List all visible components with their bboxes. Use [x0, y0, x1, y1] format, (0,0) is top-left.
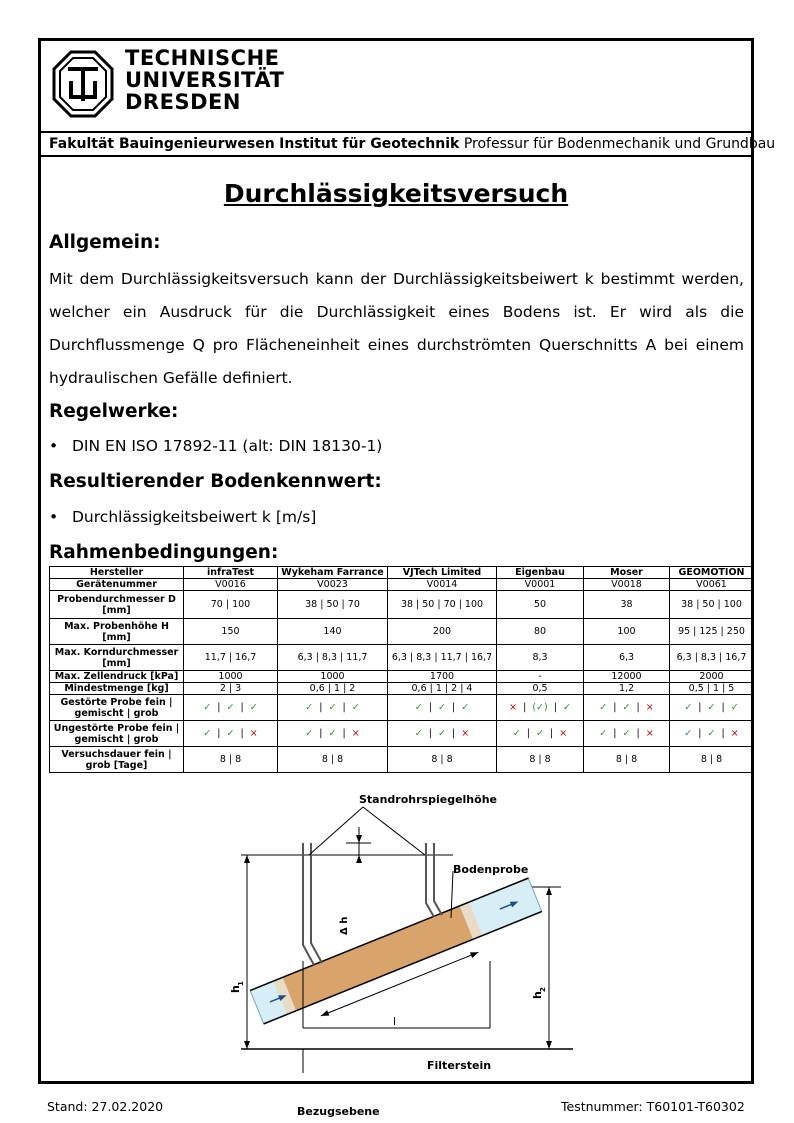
check-icon: ✓ [512, 728, 521, 739]
table-cell: 50 [497, 591, 584, 619]
suitability-cell: ✓ | ✓ | ✓ [184, 695, 278, 721]
cross-icon: × [509, 702, 518, 713]
table-cell: 70 | 100 [184, 591, 278, 619]
university-name [125, 47, 284, 113]
standpipe-label: Standrohrspiegelhöhe [359, 793, 497, 806]
equipment-table [49, 566, 754, 773]
standpipe-right [426, 843, 442, 917]
suitability-cell: ✓ | ✓ | ✓ [388, 695, 497, 721]
check-icon: ✓ [414, 702, 423, 713]
sample-tube [250, 878, 548, 1040]
university-header [41, 41, 751, 133]
row-header: Hersteller [50, 567, 184, 579]
suitability-cell: ✓ | ✓ | ✓ [670, 695, 754, 721]
general-heading: Allgemein: [49, 232, 161, 253]
check-icon: ✓ [203, 702, 212, 713]
manufacturer-cell: Wykeham Farrance [278, 567, 388, 579]
table-cell: 0,5 | 1 | 5 [670, 683, 754, 695]
table-cell: 8 | 8 [497, 747, 584, 773]
partial-check-icon: (✓) [532, 702, 548, 713]
table-cell: 8 | 8 [278, 747, 388, 773]
check-icon: ✓ [305, 728, 314, 739]
check-icon: ✓ [305, 702, 314, 713]
cross-icon: × [249, 728, 258, 739]
check-icon: ✓ [226, 702, 235, 713]
table-cell: 8 | 8 [670, 747, 754, 773]
check-icon: ✓ [438, 702, 446, 713]
row-header: Max. Probenhöhe H [mm] [50, 619, 184, 645]
table-cell: V0023 [278, 579, 388, 591]
table-cell: 1700 [388, 671, 497, 683]
table-cell: 150 [184, 619, 278, 645]
check-icon: ✓ [226, 728, 235, 739]
check-icon: ✓ [461, 702, 470, 713]
table-cell: 38 | 50 | 70 | 100 [388, 591, 497, 619]
check-icon: ✓ [414, 728, 423, 739]
page-title: Durchlässigkeitsversuch [223, 179, 569, 208]
cross-icon: × [645, 728, 654, 739]
check-icon: ✓ [438, 728, 446, 739]
result-heading: Resultierender Bodenkennwert: [49, 471, 382, 492]
table-cell: V0001 [497, 579, 584, 591]
table-cell: 38 [584, 591, 670, 619]
chair-name: Professur für Bodenmechanik und Grundbau [463, 136, 776, 152]
dh-label: Δ h [339, 916, 350, 935]
table-cell: 0,6 | 1 | 2 [278, 683, 388, 695]
institute-name: Institut für Geotechnik [279, 136, 460, 152]
suitability-cell: ✓ | ✓ | × [388, 721, 497, 747]
table-cell: 0,5 [497, 683, 584, 695]
table-row [50, 579, 754, 591]
table-row [50, 695, 754, 721]
table-row [50, 671, 754, 683]
faculty-name: Fakultät Bauingenieurwesen [49, 136, 275, 152]
table-cell: 2000 [670, 671, 754, 683]
table-cell: 1000 [278, 671, 388, 683]
manufacturer-cell: Moser [584, 567, 670, 579]
standards-item-text: DIN EN ISO 17892-11 (alt: DIN 18130-1) [72, 437, 383, 455]
table-cell: V0016 [184, 579, 278, 591]
table-cell: V0014 [388, 579, 497, 591]
table-cell: 2 | 3 [184, 683, 278, 695]
check-icon: ✓ [599, 728, 608, 739]
h1-label: h [229, 985, 242, 993]
check-icon: ✓ [249, 702, 258, 713]
manufacturer-cell: infraTest [184, 567, 278, 579]
check-icon: ✓ [562, 702, 571, 713]
h1-label-sub: 1 [237, 981, 245, 986]
result-item-text: Durchlässigkeitsbeiwert k [m/s] [72, 508, 317, 526]
h2-label-sub: 2 [539, 987, 547, 992]
tud-logo-icon [51, 49, 115, 119]
table-cell: 1,2 [584, 683, 670, 695]
check-icon: ✓ [351, 702, 360, 713]
suitability-cell: ✓ | ✓ | ✓ [278, 695, 388, 721]
sample-label: Bodenprobe [453, 863, 529, 876]
table-cell: 140 [278, 619, 388, 645]
table-cell: 6,3 | 8,3 | 11,7 [278, 645, 388, 671]
cross-icon: × [461, 728, 470, 739]
standards-item [49, 437, 382, 455]
table-row [50, 567, 754, 579]
check-icon: ✓ [730, 702, 739, 713]
check-icon: ✓ [707, 728, 716, 739]
row-header: Ungestörte Probe fein | gemischt | grob [50, 721, 184, 747]
table-cell: 1000 [184, 671, 278, 683]
standpipe-left [303, 843, 322, 965]
bullet-icon: • [49, 437, 59, 455]
suitability-cell: × | (✓) | ✓ [497, 695, 584, 721]
table-cell: 12000 [584, 671, 670, 683]
table-cell: 8 | 8 [388, 747, 497, 773]
length-label: l [393, 1015, 397, 1028]
table-cell: 0,6 | 1 | 2 | 4 [388, 683, 497, 695]
cross-icon: × [730, 728, 739, 739]
row-header: Probendurchmesser D [mm] [50, 591, 184, 619]
check-icon: ✓ [328, 728, 337, 739]
check-icon: ✓ [622, 728, 631, 739]
table-row [50, 683, 754, 695]
suitability-cell: ✓ | ✓ | × [184, 721, 278, 747]
table-cell: 200 [388, 619, 497, 645]
table-row [50, 591, 754, 619]
table-cell: 8 | 8 [184, 747, 278, 773]
row-header: Gerätenummer [50, 579, 184, 591]
table-cell: 6,3 | 8,3 | 11,7 | 16,7 [388, 645, 497, 671]
table-cell: 38 | 50 | 70 [278, 591, 388, 619]
check-icon: ✓ [536, 728, 544, 739]
footer-date: Stand: 27.02.2020 [47, 1099, 164, 1114]
table-cell: V0061 [670, 579, 754, 591]
row-header: Max. Zellendruck [kPa] [50, 671, 184, 683]
table-cell: 95 | 125 | 250 [670, 619, 754, 645]
row-header: Gestörte Probe fein | gemischt | grob [50, 695, 184, 721]
conditions-heading: Rahmenbedingungen: [49, 542, 279, 563]
suitability-cell: ✓ | ✓ | × [497, 721, 584, 747]
h2-label: h [531, 991, 544, 999]
row-header: Max. Korndurchmesser [mm] [50, 645, 184, 671]
suitability-cell: ✓ | ✓ | × [584, 695, 670, 721]
manufacturer-cell: VJTech Limited [388, 567, 497, 579]
check-icon: ✓ [622, 702, 631, 713]
table-cell: 8 | 8 [584, 747, 670, 773]
equipment-table-body [50, 567, 754, 773]
cross-icon: × [351, 728, 360, 739]
table-row [50, 747, 754, 773]
result-item [49, 508, 316, 526]
university-line-2: UNIVERSITÄT [125, 68, 285, 92]
check-icon: ✓ [684, 702, 693, 713]
row-header: Versuchsdauer fein | grob [Tage] [50, 747, 184, 773]
table-cell: 80 [497, 619, 584, 645]
table-cell: - [497, 671, 584, 683]
faculty-bar [41, 131, 776, 157]
filter-label: Filterstein [427, 1059, 492, 1072]
general-text: Mit dem Durchlässigkeitsversuch kann der Durchlässigkeitsbeiwert k bestimmt werden, welcher ein Ausdruck für die Durchlässigkeit eines Bodens ist. Er wird als die Durchflussmenge Q pro Flächeneinheit eines durchströmten Querschnitts A bei einem hydraulischen Gefälle definiert. [49, 270, 744, 387]
suitability-cell: ✓ | ✓ | × [278, 721, 388, 747]
table-cell: 11,7 | 16,7 [184, 645, 278, 671]
cross-icon: × [559, 728, 568, 739]
footer-test-numbers: Testnummer: T60101-T60302 [561, 1099, 745, 1114]
table-cell: 100 [584, 619, 670, 645]
manufacturer-cell: Eigenbau [497, 567, 584, 579]
check-icon: ✓ [707, 702, 716, 713]
table-row [50, 645, 754, 671]
datum-label: Bezugsebene [297, 1105, 380, 1118]
table-cell: 8,3 [497, 645, 584, 671]
manufacturer-cell: GEOMOTION [670, 567, 754, 579]
bullet-icon: • [49, 508, 59, 526]
check-icon: ✓ [203, 728, 212, 739]
table-cell: 6,3 [584, 645, 670, 671]
cross-icon: × [645, 702, 654, 713]
check-icon: ✓ [328, 702, 337, 713]
standards-heading: Regelwerke: [49, 401, 179, 422]
university-line-3: DRESDEN [125, 90, 241, 114]
suitability-cell: ✓ | ✓ | × [584, 721, 670, 747]
table-row [50, 619, 754, 645]
suitability-cell: ✓ | ✓ | × [670, 721, 754, 747]
check-icon: ✓ [684, 728, 693, 739]
table-cell: V0018 [584, 579, 670, 591]
table-row [50, 721, 754, 747]
check-icon: ✓ [599, 702, 608, 713]
table-cell: 38 | 50 | 100 [670, 591, 754, 619]
university-line-1: TECHNISCHE [125, 46, 280, 70]
table-cell: 6,3 | 8,3 | 16,7 [670, 645, 754, 671]
row-header: Mindestmenge [kg] [50, 683, 184, 695]
